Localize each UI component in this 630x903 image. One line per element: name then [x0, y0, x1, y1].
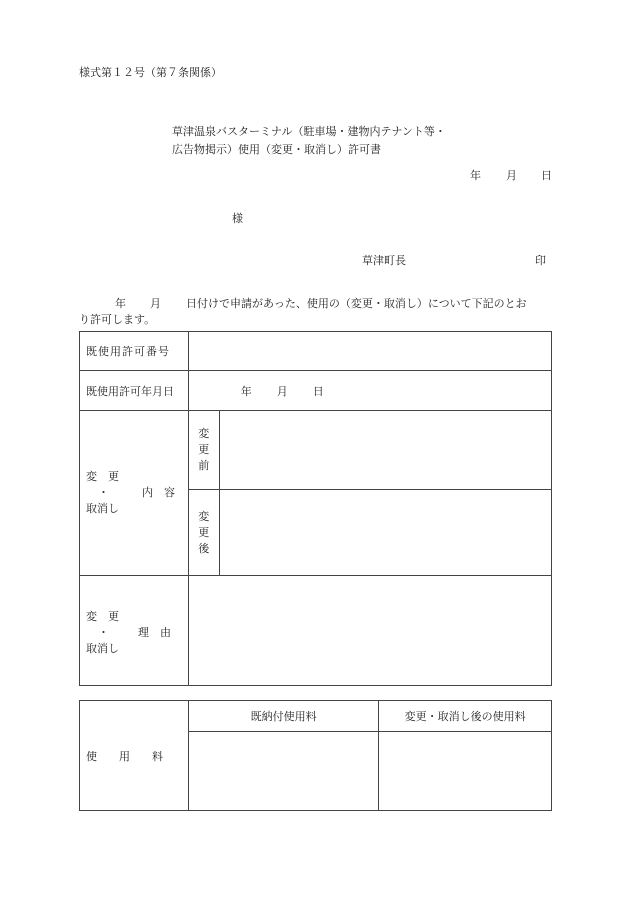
paid-fee-cell[interactable]	[188, 732, 379, 811]
permit-date-month: 月	[276, 385, 288, 398]
new-fee-cell[interactable]	[379, 732, 552, 811]
before-label-cell	[188, 411, 219, 490]
document-title-line1: 草津温泉バスターミナル（駐車場・建物内テナント等・	[172, 125, 446, 138]
permit-number-cell[interactable]	[188, 332, 551, 371]
before-label: 変 更 前	[198, 427, 210, 472]
after-label: 変 更 後	[198, 509, 210, 555]
before-content-cell[interactable]	[219, 411, 551, 490]
reason-content-cell[interactable]	[188, 576, 551, 686]
permit-date-label: 既使用許可年月日	[80, 371, 189, 411]
date-month: 月	[506, 169, 517, 182]
permit-date-day: 日	[312, 385, 324, 398]
content-label-dot: ・	[98, 486, 109, 499]
paid-fee-header: 既納付使用料	[188, 701, 379, 732]
after-label-cell	[188, 490, 219, 576]
after-content-cell[interactable]	[219, 490, 551, 576]
date-year: 年	[470, 169, 481, 182]
reason-label-dot: ・	[98, 626, 109, 639]
date-day: 日	[541, 169, 552, 182]
content-label-word: 内 容	[142, 486, 175, 499]
new-fee-header: 変更・取消し後の使用料	[379, 701, 552, 732]
body-text-line1: 日付けで申請があった、使用の（変更・取消し）について下記のとお	[186, 297, 527, 310]
seal-mark: 印	[535, 254, 546, 267]
permit-number-label: 既使用許可番号	[80, 332, 189, 371]
reason-label-top: 変 更	[86, 610, 119, 623]
reason-label-word: 理 由	[138, 626, 171, 639]
document-title-line2: 広告物掲示）使用（変更・取消し）許可書	[172, 143, 381, 156]
reason-label-cell	[80, 576, 189, 686]
form-number: 様式第１２号（第７条関係）	[79, 66, 222, 79]
body-month: 月	[150, 297, 161, 310]
body-year: 年	[115, 297, 126, 310]
body-text-line2: り許可します。	[79, 313, 156, 326]
reason-label-bottom: 取消し	[86, 642, 119, 655]
usage-fee-table	[79, 700, 552, 811]
addressee-honorific: 様	[232, 212, 243, 225]
issuer-name: 草津町長	[362, 254, 406, 267]
content-label-bottom: 取消し	[86, 502, 119, 515]
permit-date-year: 年	[240, 385, 252, 398]
change-details-table	[79, 331, 552, 686]
permit-date-cell[interactable]	[188, 371, 551, 411]
content-label-top: 変 更	[86, 470, 119, 483]
content-label-cell	[80, 411, 189, 576]
fee-label: 使 用 料	[80, 701, 189, 811]
